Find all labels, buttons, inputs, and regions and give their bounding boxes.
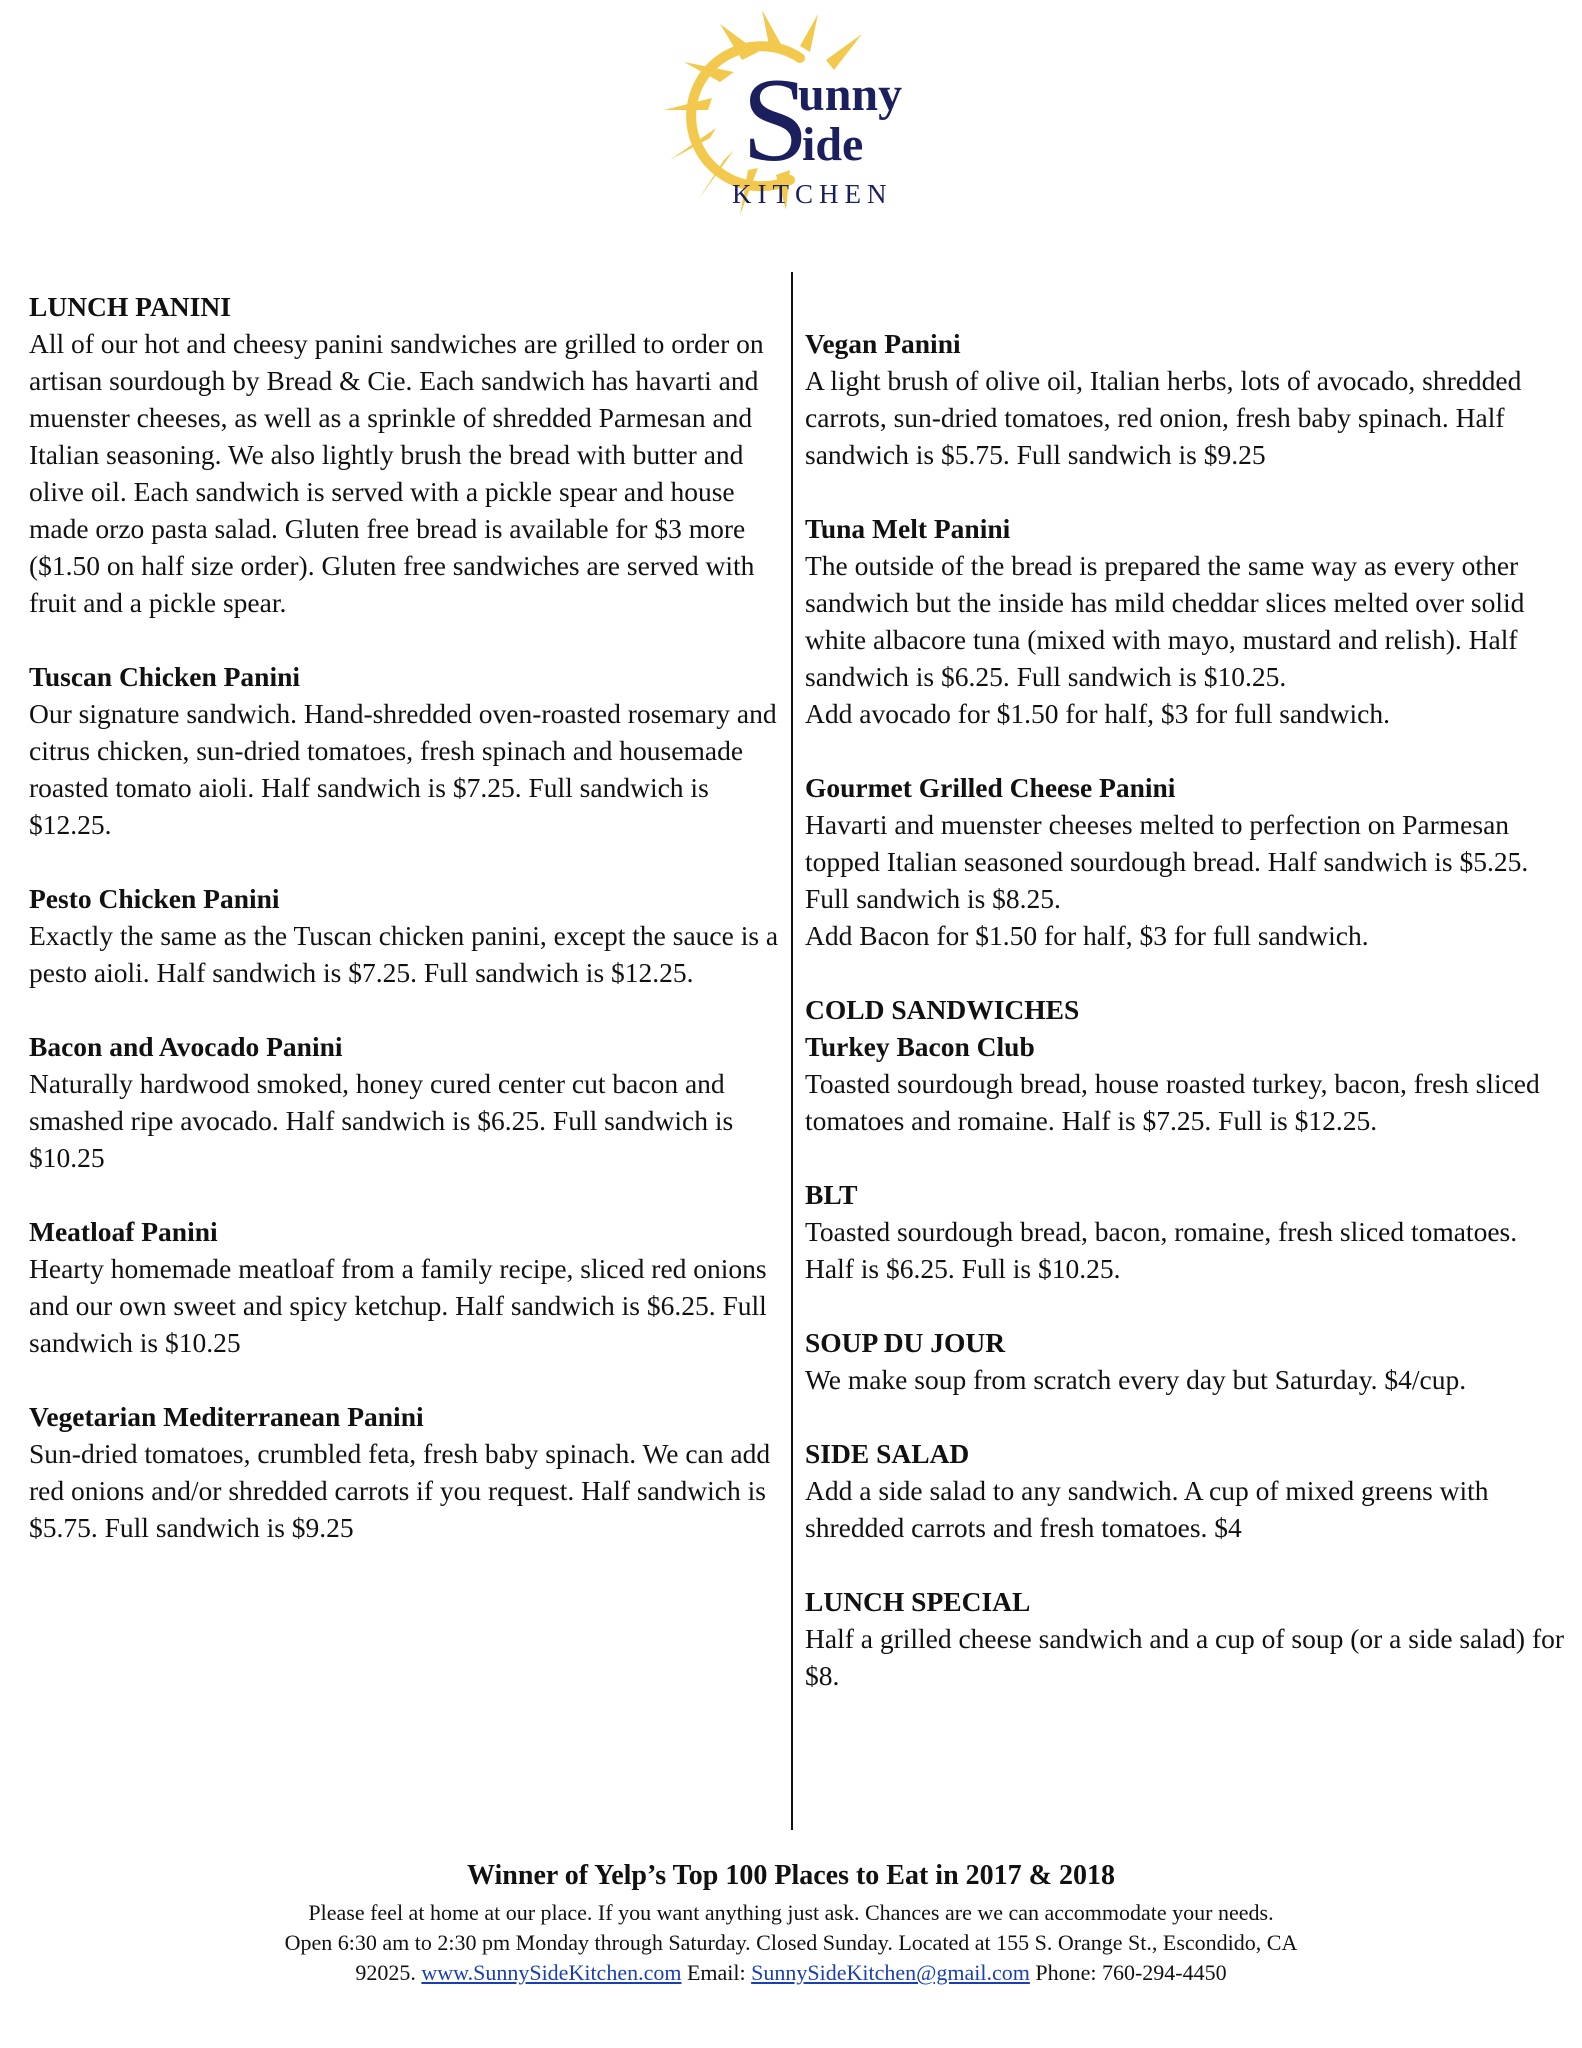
menu-item (805, 510, 1565, 732)
menu-item-name: Pesto Chicken Panini (29, 883, 280, 914)
lunch-special-section (805, 1583, 1565, 1694)
soup-section (805, 1324, 1565, 1398)
phone-label: Phone: (1035, 1960, 1097, 1985)
menu-item-name: Tuscan Chicken Panini (29, 661, 301, 692)
side-salad-desc: Add a side salad to any sandwich. A cup of mixed greens with shredded carrots and fresh tomatoes. $4 (805, 1475, 1489, 1543)
lunch-panini-intro: All of our hot and cheesy panini sandwiches are grilled to order on artisan sourdough by Bread & Cie. Each sandwich has havarti and muenster cheeses, as well as a sprinkle of shredded Parmesan and Italian seasoning. We also lightly brush the bread with butter and olive oil. Each sandwich is served with a pickle spear and house made orzo pasta salad. Gluten free bread is available for $3 more ($1.50 on half size order). Gluten free sandwiches are served with fruit and a pickle spear. (29, 328, 764, 618)
menu-item-desc: A light brush of olive oil, Italian herbs, lots of avocado, shredded carrots, sun-dried tomatoes, red onion, fresh baby spinach. Half sandwich is $5.75. Full sandwich is $9.25 (805, 365, 1522, 470)
sunny-side-kitchen-logo (650, 10, 940, 225)
menu-item-desc: Our signature sandwich. Hand-shredded oven-roasted rosemary and citrus chicken, sun-dried tomatoes, fresh spinach and housemade roasted tomato aioli. Half sandwich is $7.25. Full sandwich is $12.25. (29, 698, 777, 840)
menu-item (29, 1028, 784, 1176)
lunch-panini-section (29, 288, 784, 621)
menu-item-name: Gourmet Grilled Cheese Panini (805, 772, 1176, 803)
email-label: Email: (686, 1960, 746, 1985)
section-title-side-salad: SIDE SALAD (805, 1438, 970, 1469)
website-link[interactable]: www.SunnySideKitchen.com (421, 1960, 682, 1985)
menu-item-desc: The outside of the bread is prepared the same way as every other sandwich but the inside has mild cheddar slices melted over solid white albacore tuna (mixed with mayo, mustard and relish). Half sandwich is $6.25. Full sandwich is $10.25. (805, 550, 1525, 692)
menu-item-extra: Add avocado for $1.50 for half, $3 for full sandwich. (805, 698, 1390, 729)
zip-code: 92025. (355, 1960, 416, 1985)
logo-word-unny: unny (798, 68, 903, 121)
email-link[interactable]: SunnySideKitchen@gmail.com (751, 1960, 1030, 1985)
logo-word-kitchen: KITCHEN (732, 179, 893, 209)
menu-item-desc: Exactly the same as the Tuscan chicken panini, except the sauce is a pesto aioli. Half sandwich is $7.25. Full sandwich is $12.25. (29, 920, 779, 988)
menu-item-desc: Hearty homemade meatloaf from a family recipe, sliced red onions and our own sweet and spicy ketchup. Half sandwich is $6.25. Full sandwich is $10.25 (29, 1253, 767, 1358)
lunch-special-desc: Half a grilled cheese sandwich and a cup of soup (or a side salad) for $8. (805, 1623, 1565, 1691)
menu-item (805, 769, 1565, 954)
column-divider (791, 272, 793, 1830)
footer-hours-line: Open 6:30 am to 2:30 pm Monday through Saturday. Closed Sunday. Located at 155 S. Orange St., Escondido, CA (284, 1930, 1298, 1955)
phone-number: 760-294-4450 (1101, 1960, 1227, 1985)
menu-item-name: BLT (805, 1179, 858, 1210)
menu-item (29, 1398, 784, 1546)
right-column (805, 325, 1565, 1694)
footer-welcome-line: Please feel at home at our place. If you want anything just ask. Chances are we can accommodate your needs. (308, 1900, 1274, 1925)
menu-item-name: Vegetarian Mediterranean Panini (29, 1401, 424, 1432)
section-title-lunch-special: LUNCH SPECIAL (805, 1586, 1031, 1617)
menu-item-name: Bacon and Avocado Panini (29, 1031, 343, 1062)
menu-item (29, 1213, 784, 1361)
menu-item-desc: Havarti and muenster cheeses melted to perfection on Parmesan topped Italian seasoned sourdough bread. Half sandwich is $5.25. Full sandwich is $8.25. (805, 809, 1529, 914)
award-line: Winner of Yelp’s Top 100 Places to Eat in 2017 & 2018 (467, 1860, 1115, 1891)
menu-item (805, 325, 1565, 473)
soup-desc: We make soup from scratch every day but Saturday. $4/cup. (805, 1364, 1467, 1395)
menu-item-desc: Naturally hardwood smoked, honey cured center cut bacon and smashed ripe avocado. Half sandwich is $6.25. Full sandwich is $10.25 (29, 1068, 734, 1173)
menu-item (805, 1176, 1565, 1287)
section-title-cold-sandwiches: COLD SANDWICHES (805, 994, 1080, 1025)
menu-item (29, 880, 784, 991)
section-title-soup: SOUP DU JOUR (805, 1327, 1006, 1358)
menu-item (29, 658, 784, 843)
menu-item-name: Meatloaf Panini (29, 1216, 218, 1247)
left-column (29, 288, 784, 1583)
menu-item-desc: Sun-dried tomatoes, crumbled feta, fresh baby spinach. We can add red onions and/or shredded carrots if you request. Half sandwich is $5.75. Full sandwich is $9.25 (29, 1438, 771, 1543)
menu-item-desc: Toasted sourdough bread, bacon, romaine, fresh sliced tomatoes. Half is $6.25. Full is $10.25. (805, 1216, 1518, 1284)
logo-big-s: S (742, 53, 809, 186)
footer (0, 1858, 1582, 1988)
footer-contact-line (0, 1958, 1582, 1988)
menu-item-name: Tuna Melt Panini (805, 513, 1011, 544)
menu-item-name: Vegan Panini (805, 328, 961, 359)
section-title-lunch-panini: LUNCH PANINI (29, 291, 231, 322)
cold-sandwiches-section (805, 991, 1565, 1139)
menu-item-name: Turkey Bacon Club (805, 1031, 1035, 1062)
side-salad-section (805, 1435, 1565, 1546)
menu-item-desc: Toasted sourdough bread, house roasted turkey, bacon, fresh sliced tomatoes and romaine. Half is $7.25. Full is $12.25. (805, 1068, 1540, 1136)
menu-item-extra: Add Bacon for $1.50 for half, $3 for full sandwich. (805, 920, 1369, 951)
logo-word-ide: ide (802, 118, 864, 171)
